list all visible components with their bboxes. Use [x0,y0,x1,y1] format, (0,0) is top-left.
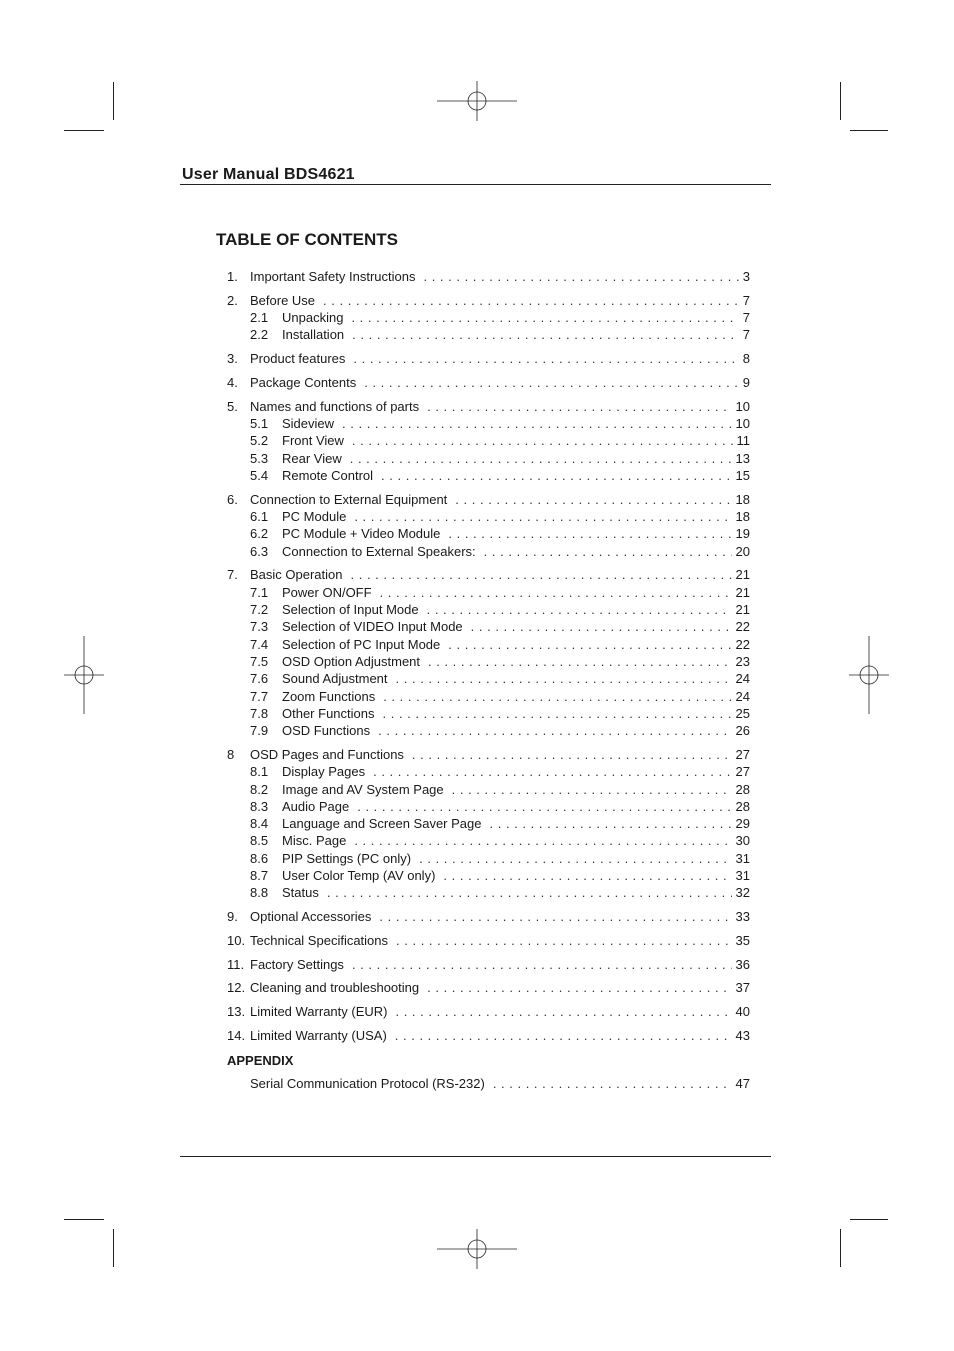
toc-entry-page: 3 [742,269,750,284]
toc-entry-number: 9. [227,909,238,925]
toc-subentry[interactable] [227,884,750,901]
toc-leader-dots [379,908,731,925]
toc-leader-dots [364,374,739,391]
toc-leader-dots [396,670,732,687]
toc-entry[interactable] [227,491,750,508]
toc-subentry[interactable] [227,508,750,525]
toc-leader-dots [427,979,731,996]
toc-entry[interactable] [227,566,750,583]
toc-subentry-number: 7.7 [250,688,269,704]
toc-section [227,374,750,391]
toc-subentry-title: Audio Page [282,798,350,814]
toc-subentry-title: Zoom Functions [282,688,376,704]
toc-entry-page: 21 [735,567,750,583]
toc-entry-page: 27 [735,746,750,762]
toc-section [227,491,750,560]
toc-subentry-number: 8.1 [250,764,269,780]
toc-subentry-number: 7.5 [250,653,269,669]
toc-subentry-title: Connection to External Speakers: [282,543,476,559]
toc-subentry-page: 7 [742,310,750,326]
toc-subentry-number: 8.2 [250,781,269,797]
header-rule [180,184,771,185]
appendix-entry-title: Serial Communication Protocol (RS-232) [250,1075,485,1091]
toc-leader-dots [323,292,739,309]
toc-subentry-page: 30 [735,833,750,849]
toc-section [227,1027,750,1044]
toc-subentry-number: 7.6 [250,671,269,687]
toc-leader-dots [381,467,731,484]
toc-subentry-page: 31 [735,850,750,866]
toc-subentry-number: 5.4 [250,467,269,483]
toc-subentry-title: Display Pages [282,764,366,780]
crop-mark [113,82,114,120]
toc-subentry-title: Image and AV System Page [282,781,444,797]
toc-entry[interactable] [227,956,750,973]
toc-entry[interactable] [227,1003,750,1020]
toc-subentry-title: OSD Functions [282,723,371,739]
toc-entry-title: Package Contents [250,374,357,390]
toc-leader-dots [352,956,732,973]
toc-subentry-number: 5.2 [250,433,269,449]
toc-leader-dots [455,491,731,508]
toc-subentry-title: PIP Settings (PC only) [282,850,412,866]
toc-subentry[interactable] [227,850,750,867]
toc-entry-number: 7. [227,567,238,583]
toc-leader-dots [378,722,731,739]
toc-subentry-title: Sideview [282,416,335,432]
toc-subentry-number: 6.3 [250,543,269,559]
toc-leader-dots [373,763,731,780]
toc-subentry-title: Rear View [282,450,342,466]
crop-mark [840,1229,841,1267]
toc-subentry-title: Language and Screen Saver Page [282,816,482,832]
toc-entry[interactable] [227,374,750,391]
toc-entry-page: 40 [735,1004,750,1020]
toc-entry-number: 12. [227,980,246,996]
toc-subentry-title: Sound Adjustment [282,671,388,687]
toc-leader-dots [448,525,731,542]
toc-subentry-title: Other Functions [282,705,375,721]
toc-subentry-number: 5.3 [250,450,269,466]
toc-subentry[interactable] [227,525,750,542]
toc-subentry[interactable] [227,543,750,560]
toc-entry-title: Factory Settings [250,956,344,972]
toc-entry-number: 8 [227,746,235,762]
toc-entry-title: Technical Specifications [250,932,389,948]
toc-leader-dots [350,450,732,467]
toc-entry[interactable] [227,746,750,763]
toc-leader-dots [353,350,738,367]
toc-entry-page: 33 [735,909,750,925]
toc-subentry-number: 7.1 [250,584,269,600]
toc-leader-dots [383,688,731,705]
toc-leader-dots [327,884,732,901]
toc-leader-dots [352,432,733,449]
toc-subentry-title: Unpacking [282,310,344,326]
toc-entry[interactable] [227,350,750,367]
table-of-contents [227,268,750,1092]
toc-subentry[interactable] [227,781,750,798]
toc-subentry[interactable] [227,618,750,635]
crop-mark [113,1229,114,1267]
toc-leader-dots [354,832,731,849]
toc-leader-dots [423,268,738,285]
toc-entry-page: 43 [735,1028,750,1044]
crop-mark [840,82,841,120]
toc-subentry-number: 7.2 [250,602,269,618]
toc-entry-page: 18 [735,491,750,507]
toc-subentry[interactable] [227,467,750,484]
toc-section [227,1003,750,1020]
toc-entry-number: 6. [227,491,238,507]
toc-subentry-number: 7.8 [250,705,269,721]
toc-subentry-page: 10 [735,416,750,432]
toc-leader-dots [427,601,732,618]
toc-subentry-title: Installation [282,327,345,343]
toc-leader-dots [448,636,731,653]
manual-title: User Manual BDS4621 [182,166,355,183]
toc-subentry[interactable] [227,309,750,326]
toc-section [227,979,750,996]
toc-subentry-number: 8.6 [250,850,269,866]
toc-subentry-page: 15 [735,467,750,483]
toc-leader-dots [380,584,732,601]
toc-leader-dots [395,1003,731,1020]
toc-subentry-title: User Color Temp (AV only) [282,868,436,883]
toc-subentry-page: 18 [735,509,750,525]
toc-subentry-page: 24 [735,688,750,704]
toc-subentry[interactable] [227,326,750,343]
toc-subentry-title: Selection of PC Input Mode [282,636,441,652]
toc-subentry[interactable] [227,415,750,432]
toc-subentry-page: 29 [735,816,750,832]
toc-subentry-number: 6.1 [250,509,269,525]
toc-entry-number: 11. [227,956,245,972]
toc-entry-number: 13. [227,1004,246,1020]
appendix-entry[interactable] [227,1075,750,1092]
toc-subentry-title: PC Module [282,509,347,525]
toc-subentry-page: 22 [735,636,750,652]
toc-subentry-page: 32 [735,885,750,901]
toc-subentry-title: Selection of Input Mode [282,602,419,618]
toc-entry[interactable] [227,979,750,996]
toc-leader-dots [395,1027,732,1044]
toc-entry-page: 10 [735,398,750,414]
toc-section [227,292,750,344]
crop-mark [850,130,888,131]
appendix-heading: APPENDIX [227,1052,294,1068]
toc-subentry[interactable] [227,763,750,780]
toc-subentry[interactable] [227,798,750,815]
toc-entry-number: 2. [227,292,238,308]
toc-section [227,956,750,973]
toc-entry-title: Names and functions of parts [250,398,420,414]
toc-entry-title: Limited Warranty (USA) [250,1028,387,1044]
registration-mark-top [437,81,517,121]
toc-subentry-number: 8.5 [250,833,269,849]
toc-leader-dots [383,705,732,722]
toc-leader-dots [471,618,732,635]
toc-entry-title: Important Safety Instructions [250,269,416,284]
toc-subentry[interactable] [227,722,750,739]
toc-subentry-number: 5.1 [250,416,269,432]
toc-subentry-page: 28 [735,798,750,814]
toc-subentry-page: 21 [735,584,750,600]
toc-subentry-page: 28 [735,781,750,797]
toc-entry-title: Connection to External Equipment [250,491,448,507]
crop-mark [64,1219,104,1220]
toc-entry-page: 36 [735,956,750,972]
registration-mark-bottom [437,1229,517,1269]
toc-subentry-page: 25 [735,705,750,721]
toc-title: TABLE OF CONTENTS [216,230,398,249]
crop-mark [850,1219,888,1220]
toc-entry-number: 14. [227,1028,246,1044]
toc-section [227,398,750,484]
toc-subentry[interactable] [227,670,750,687]
toc-leader-dots [427,398,731,415]
toc-leader-dots [428,653,732,670]
toc-subentry-number: 8.3 [250,798,269,814]
toc-subentry-number: 8.8 [250,885,269,901]
toc-subentry[interactable] [227,832,750,849]
toc-subentry-title: Status [282,885,319,901]
toc-leader-dots [342,415,732,432]
toc-subentry-page: 26 [735,723,750,739]
toc-subentry-page: 24 [735,671,750,687]
toc-leader-dots [357,798,731,815]
toc-section [227,566,750,739]
toc-subentry-number: 2.1 [250,310,269,326]
toc-leader-dots [490,815,732,832]
toc-subentry-title: OSD Option Adjustment [282,653,421,669]
toc-subentry[interactable] [227,432,750,449]
toc-section [227,350,750,367]
toc-section [227,268,750,285]
toc-subentry-title: Selection of VIDEO Input Mode [282,619,463,635]
footer-rule [180,1156,771,1157]
toc-subentry[interactable] [227,705,750,722]
toc-leader-dots [352,326,739,343]
toc-leader-dots [351,566,732,583]
toc-subentry-page: 19 [735,526,750,542]
toc-entry-title: Before Use [250,292,316,308]
toc-entry[interactable] [227,908,750,925]
toc-entry[interactable] [227,932,750,949]
toc-subentry-number: 2.2 [250,327,269,343]
toc-entry-title: Optional Accessories [250,909,372,925]
toc-subentry-title: Power ON/OFF [282,584,372,600]
registration-mark-left [64,636,104,714]
toc-subentry[interactable] [227,636,750,653]
toc-entry-page: 35 [735,932,750,948]
appendix-entry-page: 47 [735,1075,750,1091]
toc-section [227,908,750,925]
toc-subentry[interactable] [227,450,750,467]
toc-subentry-page: 31 [735,868,750,883]
toc-subentry-number: 6.2 [250,526,269,542]
toc-subentry-number: 7.9 [250,723,269,739]
toc-subentry-page: 13 [735,450,750,466]
toc-subentry[interactable] [227,601,750,618]
toc-subentry-page: 27 [735,764,750,780]
toc-subentry[interactable] [227,867,750,884]
toc-entry[interactable] [227,1027,750,1044]
toc-subentry-page: 23 [735,653,750,669]
toc-leader-dots [419,850,731,867]
toc-entry-page: 9 [742,374,750,390]
toc-entry-number: 5. [227,398,238,414]
toc-leader-dots [484,543,732,560]
toc-subentry-page: 7 [742,327,750,343]
crop-mark [64,130,104,131]
toc-leader-dots [412,746,732,763]
toc-subentry-page: 21 [735,602,750,618]
toc-subentry-number: 7.4 [250,636,269,652]
toc-subentry[interactable] [227,653,750,670]
toc-leader-dots [443,867,731,884]
toc-entry-number: 4. [227,374,238,390]
toc-subentry-number: 8.4 [250,816,269,832]
toc-section [227,932,750,949]
registration-mark-right [849,636,889,714]
toc-subentry-page: 20 [735,543,750,559]
toc-subentry[interactable] [227,815,750,832]
toc-entry-title: OSD Pages and Functions [250,746,404,762]
toc-entry-page: 37 [735,980,750,996]
toc-entry[interactable] [227,268,750,285]
toc-section [227,746,750,902]
toc-leader-dots [493,1075,732,1092]
toc-subentry[interactable] [227,688,750,705]
toc-subentry-title: Remote Control [282,467,374,483]
toc-entry-title: Basic Operation [250,567,343,583]
toc-leader-dots [354,508,731,525]
toc-entry[interactable] [227,398,750,415]
toc-subentry-page: 11 [736,433,750,449]
toc-entry-title: Limited Warranty (EUR) [250,1004,388,1020]
toc-subentry-title: PC Module + Video Module [282,526,441,542]
toc-leader-dots [396,932,732,949]
toc-entry-number: 1. [227,269,238,284]
toc-subentry-title: Front View [282,433,344,449]
toc-entry-page: 8 [742,351,750,367]
toc-entry[interactable] [227,292,750,309]
toc-entry-number: 10. [227,932,246,948]
toc-subentry-title: Misc. Page [282,833,347,849]
toc-entry-page: 7 [742,292,750,308]
toc-leader-dots [452,781,732,798]
toc-entry-title: Cleaning and troubleshooting [250,980,420,996]
toc-subentry-page: 22 [735,619,750,635]
toc-subentry-number: 7.3 [250,619,269,635]
toc-entry-title: Product features [250,351,346,367]
toc-subentry[interactable] [227,584,750,601]
toc-leader-dots [351,309,738,326]
toc-subentry-number: 8.7 [250,868,269,883]
toc-entry-number: 3. [227,351,238,367]
